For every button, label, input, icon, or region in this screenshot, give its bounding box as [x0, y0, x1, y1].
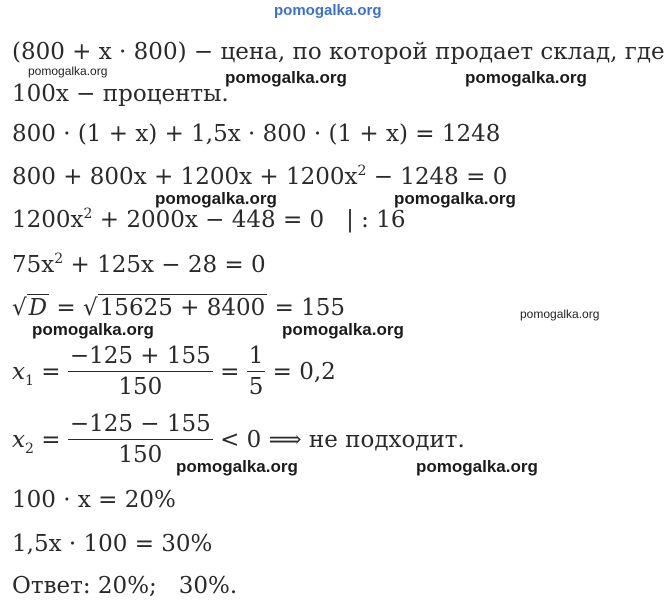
exponent: 2 — [83, 206, 93, 222]
x2-denominator: 150 — [118, 441, 163, 468]
line-4-part: 800 + 800x + 1200x + 1200x — [12, 164, 358, 190]
equals: = — [49, 295, 84, 321]
watermark: pomogalka.org — [155, 189, 277, 208]
sqrt-result: = 155 — [267, 295, 346, 321]
sqrt-d — [12, 294, 49, 322]
watermark: pomogalka.org — [465, 68, 587, 87]
x1-result: = 0,2 — [265, 359, 336, 385]
line-2: 100x − проценты. — [12, 81, 229, 107]
line-10: 100 · x = 20% — [12, 487, 176, 513]
x1-numerator-simplified: 1 — [247, 341, 266, 372]
equals: = — [220, 359, 247, 385]
line-6-part: + 125x − 28 = 0 — [63, 252, 266, 278]
exponent: 2 — [54, 251, 64, 267]
watermark: pomogalka.org — [28, 64, 108, 78]
watermark: pomogalka.org — [394, 189, 516, 208]
line-7 — [12, 294, 345, 322]
line-4 — [12, 163, 507, 191]
x1-numerator: −125 + 155 — [68, 341, 213, 372]
radicand-d: D — [28, 295, 48, 321]
line-5-part: + 2000x − 448 = 0 | : 16 — [92, 207, 406, 233]
watermark: pomogalka.org — [416, 457, 538, 476]
line-1: (800 + x · 800) − цена, по которой продает склад, где — [12, 39, 665, 65]
watermark: pomogalka.org — [32, 320, 154, 339]
line-x1 — [12, 342, 336, 404]
line-5 — [12, 206, 405, 234]
x1-denominator: 150 — [118, 373, 163, 400]
radicand: 15625 + 8400 — [99, 295, 266, 321]
x2-result: < 0 ⟹ не подходит. — [212, 427, 465, 453]
line-3: 800 · (1 + x) + 1,5x · 800 · (1 + x) = 1248 — [12, 121, 501, 147]
watermark: pomogalka.org — [225, 68, 347, 87]
watermark: pomogalka.org — [176, 457, 298, 476]
equals: = — [41, 427, 68, 453]
x1-subscript: 1 — [24, 373, 34, 389]
x1-fraction-simplified — [247, 341, 266, 402]
watermark: pomogalka.org — [520, 307, 600, 321]
sqrt-expression — [83, 294, 267, 322]
line-6 — [12, 251, 266, 279]
x2-numerator: −125 − 155 — [68, 409, 213, 440]
x1-denominator-simplified: 5 — [248, 373, 264, 400]
sqrt-sign: √ — [12, 295, 27, 321]
watermark-top: pomogalka.org — [274, 2, 382, 19]
equals: = — [41, 359, 68, 385]
line-4-part: − 1248 = 0 — [366, 164, 508, 190]
x1-fraction — [68, 341, 213, 402]
line-6-part: 75x — [12, 252, 55, 278]
exponent: 2 — [357, 163, 367, 179]
line-5-part: 1200x — [12, 207, 84, 233]
x2-variable: x — [12, 427, 25, 453]
x1-variable: x — [12, 359, 25, 385]
watermark: pomogalka.org — [282, 320, 404, 339]
sqrt-sign: √ — [83, 295, 98, 321]
line-11: 1,5x · 100 = 30% — [12, 531, 213, 557]
x2-subscript: 2 — [24, 441, 34, 457]
answer-line: Ответ: 20%; 30%. — [12, 573, 238, 599]
